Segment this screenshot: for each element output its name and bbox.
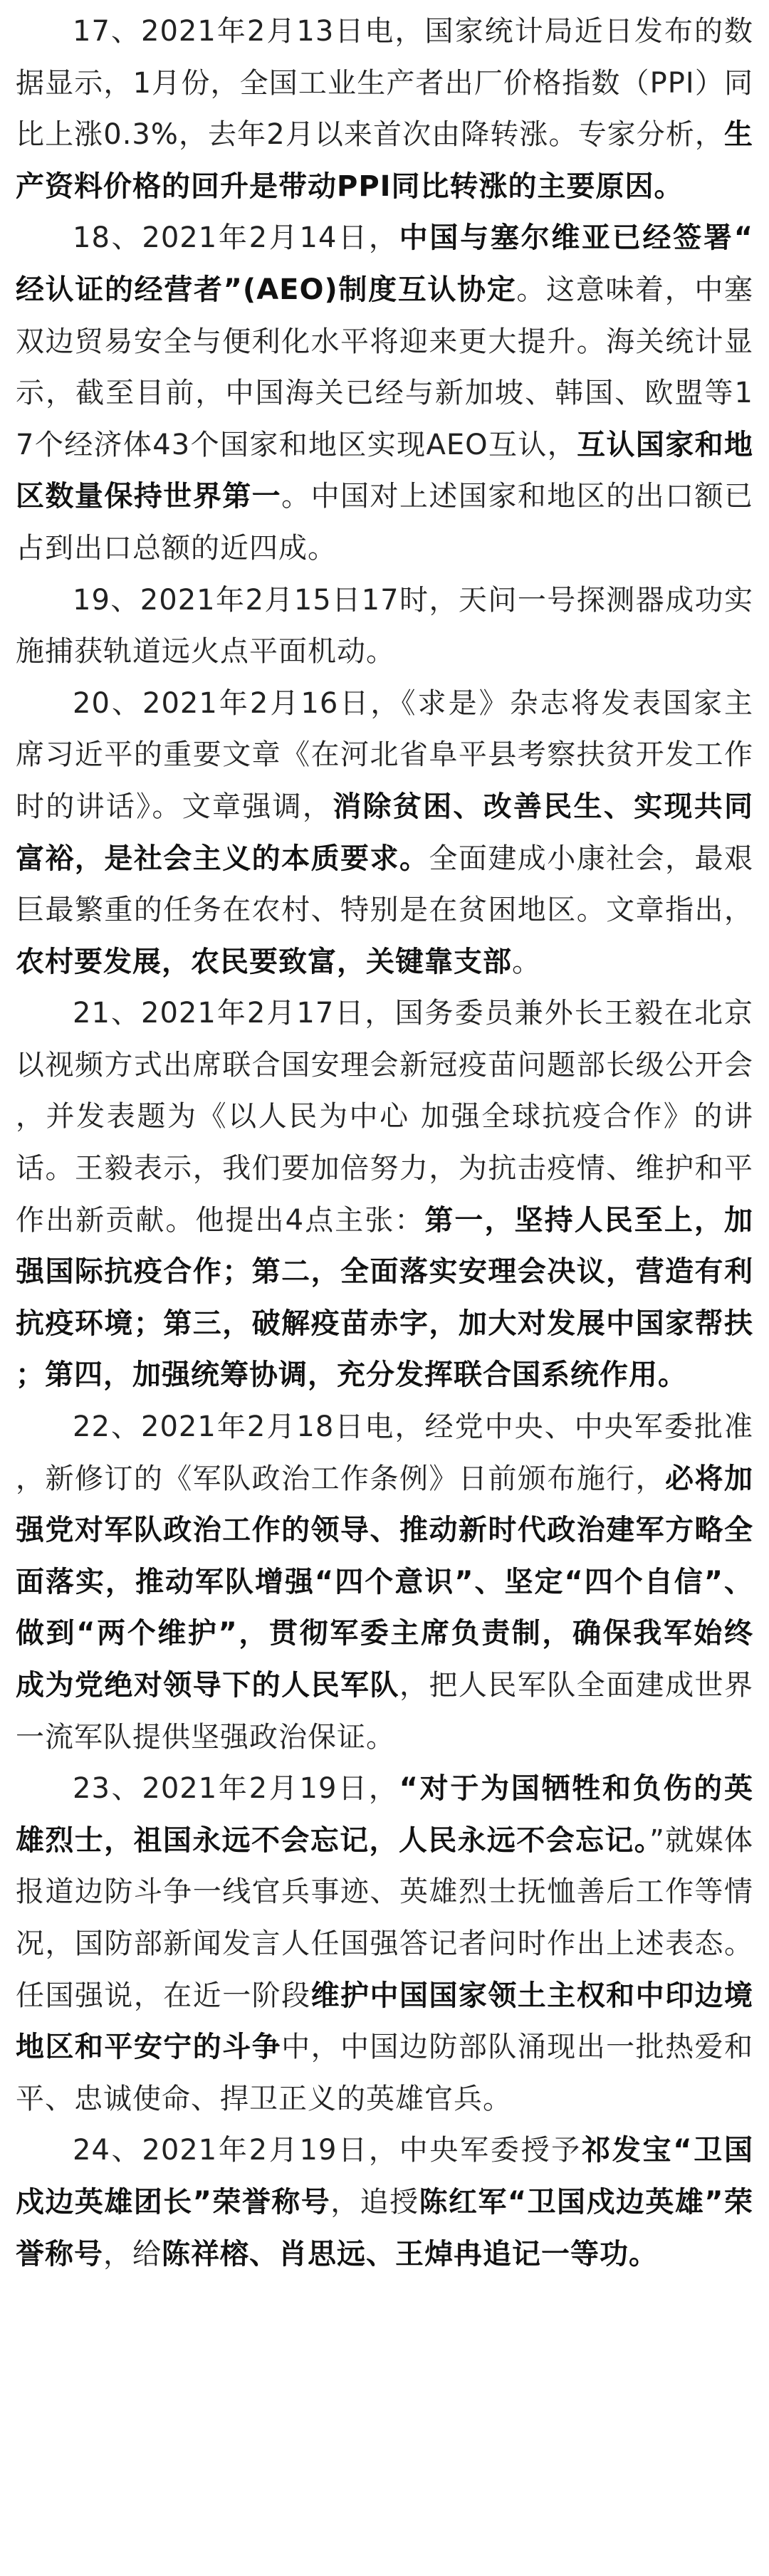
news-item-24-text: ，给 bbox=[103, 2237, 162, 2271]
news-item-22-text: ，把人民军队全面建成世界一流军队提供坚强政治保证。 bbox=[16, 1669, 754, 1754]
news-item-18-highlight: 互认国家和地区数量保持世界第一 bbox=[16, 428, 754, 513]
news-item-24-highlight: 祁发宝“卫国戍边英雄团长”荣誉称号 bbox=[16, 2134, 753, 2219]
news-item-23-highlight: 维护中国国家领土主权和中印边境地区和平安宁的斗争 bbox=[16, 1979, 754, 2064]
news-item-20-highlight: 消除贫困、改善民生、实现共同富裕，是社会主义的本质要求。 bbox=[16, 790, 754, 875]
news-item-18 bbox=[16, 212, 753, 574]
news-item-23-text: ”就媒体报道边防斗争一线官兵事迹、英雄烈士抚恤善后工作等情况，国防部新闻发言人任国强答记者问时作出上述表态。任国强说，在近一阶段 bbox=[16, 1823, 753, 2012]
news-item-21-text: 21、2021年2月17日，国务委员兼外长王毅在北京以视频方式出席联合国安理会新冠疫苗问题部长级公开会，并发表题为《以人民为中心 加强全球抗疫合作》的讲话。王毅表示，我们要加倍努力，为抗击疫情、维护和平作出新贡献。他提出4点主张： bbox=[16, 997, 753, 1237]
news-item-17-text: 17、2021年2月13日电，国家统计局近日发布的数据显示，1月份，全国工业生产者出厂价格指数（PPI）同比上涨0.3%，去年2月以来首次由降转涨。专家分析， bbox=[16, 15, 753, 152]
news-item-21 bbox=[16, 988, 753, 1401]
news-item-18-text: 。这意味着，中塞双边贸易安全与便利化水平将迎来更大提升。海关统计显示，截至目前，中国海关已经与新加坡、韩国、欧盟等17个经济体43个国家和地区实现AEO互认， bbox=[16, 273, 754, 461]
news-item-22 bbox=[16, 1401, 753, 1763]
news-item-17-highlight: 生产资料价格的回升是带动PPI同比转涨的主要原因。 bbox=[16, 118, 753, 203]
news-item-19 bbox=[16, 575, 753, 678]
news-item-24-highlight: 陈红军“卫国戍边英雄”荣誉称号 bbox=[16, 2185, 754, 2271]
news-item-18-text: 。中国对上述国家和地区的出口额已占到出口总额的近四成。 bbox=[16, 480, 753, 565]
news-item-20-text: 。 bbox=[512, 945, 541, 978]
news-item-24-highlight: 陈祥榕、肖思远、王焯冉追记一等功。 bbox=[162, 2237, 658, 2271]
news-item-17 bbox=[16, 6, 753, 212]
news-item-24-text: 24、2021年2月19日，中央军委授予 bbox=[73, 2134, 582, 2167]
news-item-23-text: 中，中国边防部队涌现出一批热爱和平、忠诚使命、捍卫正义的英雄官兵。 bbox=[16, 2031, 753, 2115]
news-item-19-text: 19、2021年2月15日17时，天问一号探测器成功实施捕获轨道远火点平面机动。 bbox=[16, 583, 753, 669]
news-item-21-highlight: 第一，坚持人民至上，加强国际抗疫合作；第二，全面落实安理会决议，营造有利抗疫环境；第三，破解疫苗赤字，加大对发展中国家帮扶；第四，加强统筹协调，充分发挥联合国系统作用。 bbox=[16, 1203, 754, 1392]
news-item-22-highlight: 必将加强党对军队政治工作的领导、推动新时代政治建军方略全面落实，推动军队增强“四个意识”、坚定“四个自信”、做到“两个维护”，贯彻军委主席负责制，确保我军始终成为党绝对领导下的人民军队 bbox=[16, 1462, 754, 1702]
news-item-20 bbox=[16, 678, 753, 988]
news-item-18-highlight: 中国与塞尔维亚已经签署“经认证的经营者”(AEO)制度互认协定 bbox=[16, 221, 753, 306]
news-item-22-text: 22、2021年2月18日电，经党中央、中央军委批准，新修订的《军队政治工作条例》日前颁布施行， bbox=[16, 1410, 753, 1495]
news-item-23-text: 23、2021年2月19日， bbox=[73, 1772, 399, 1806]
news-item-23 bbox=[16, 1763, 753, 2125]
news-item-20-text: 全面建成小康社会，最艰巨最繁重的任务在农村、特别是在贫困地区。文章指出， bbox=[16, 842, 754, 927]
news-item-20-text: 20、2021年2月16日，《求是》杂志将发表国家主席习近平的重要文章《在河北省阜平县考察扶贫开发工作时的讲话》。文章强调， bbox=[16, 686, 753, 823]
news-item-23-highlight: “对于为国牺牲和负伤的英雄烈士，祖国永远不会忘记，人民永远不会忘记。 bbox=[16, 1772, 753, 1857]
news-item-24-text: ，追授 bbox=[330, 2185, 419, 2219]
news-item-24 bbox=[16, 2125, 753, 2280]
news-item-20-highlight: 农村要发展，农民要致富，关键靠支部 bbox=[16, 945, 512, 978]
news-item-18-text: 18、2021年2月14日， bbox=[73, 221, 399, 255]
